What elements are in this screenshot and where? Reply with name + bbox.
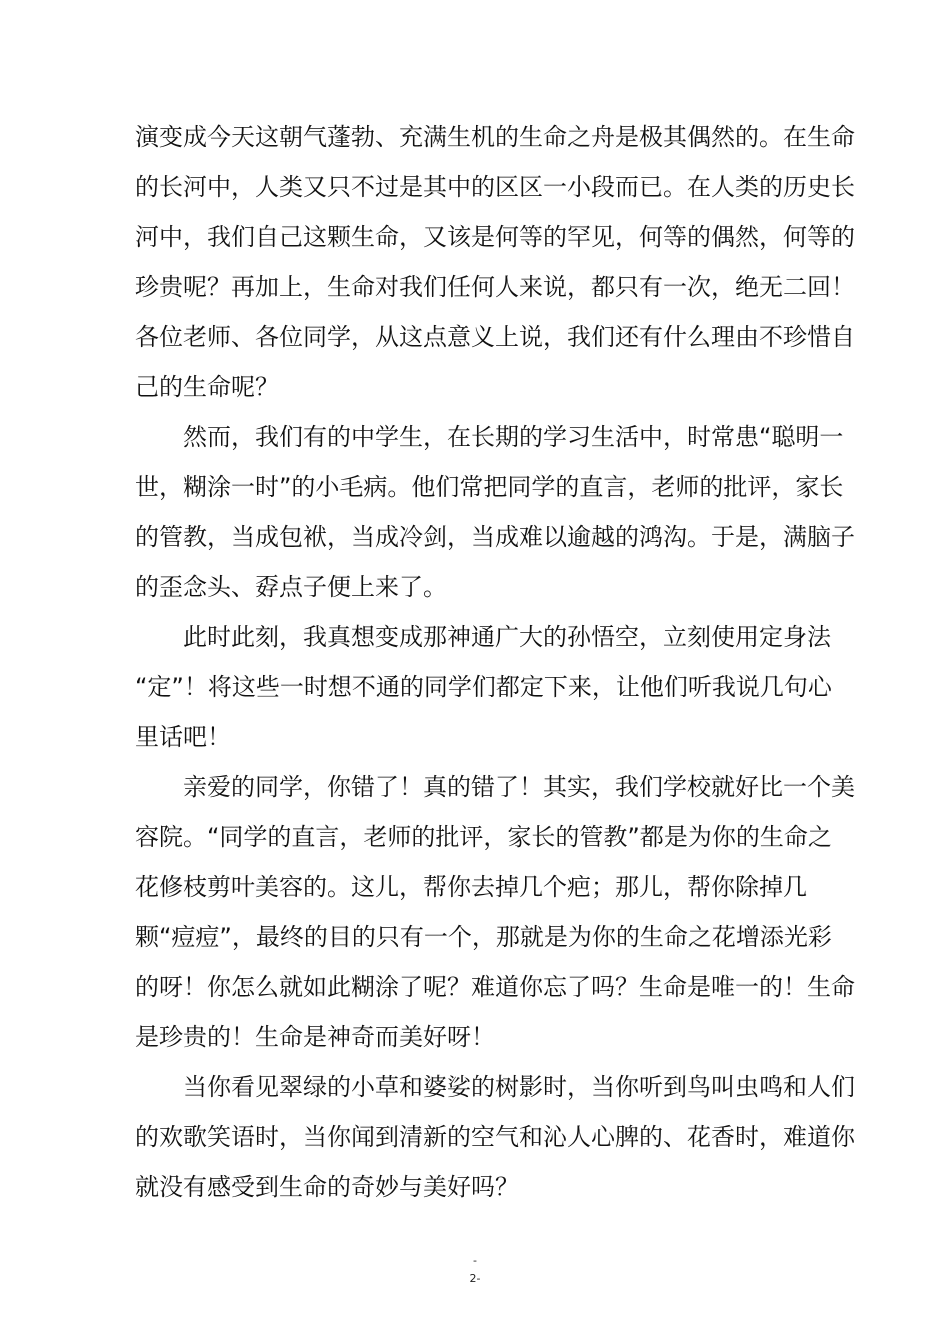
text-line: 然而，我们有的中学生，在长期的学习生活中，时常患“聪明一	[135, 423, 844, 451]
text-line: 容院。“同学的直言，老师的批评，家长的管教”都是为你的生命之	[135, 823, 832, 851]
text-line: 花修枝剪叶美容的。这儿，帮你去掉几个疤；那儿，帮你除掉几	[135, 873, 807, 901]
text-line: 亲爱的同学，你错了！真的错了！其实，我们学校就好比一个美	[135, 773, 855, 801]
text-line: 各位老师、各位同学，从这点意义上说，我们还有什么理由不珍惜自	[135, 323, 855, 351]
text-line: 的歪念头、孬点子便上来了。	[135, 573, 447, 601]
text-line: 里话吧！	[135, 723, 231, 751]
footer-dash: -	[473, 1254, 477, 1267]
text-line: 的欢歌笑语时，当你闻到清新的空气和沁人心脾的、花香时，难道你	[135, 1123, 855, 1151]
text-line: “定”！将这些一时想不通的同学们都定下来，让他们听我说几句心	[135, 673, 832, 701]
text-line: 是珍贵的！生命是神奇而美好呀！	[135, 1023, 495, 1051]
text-line: 就没有感受到生命的奇妙与美好吗？	[135, 1173, 519, 1201]
text-line: 当你看见翠绿的小草和婆娑的树影时，当你听到鸟叫虫鸣和人们	[135, 1073, 855, 1101]
page-number: 2-	[469, 1272, 481, 1285]
text-line: 的呀！你怎么就如此糊涂了呢？难道你忘了吗？生命是唯一的！生命	[135, 973, 855, 1001]
text-line: 的长河中，人类又只不过是其中的区区一小段而已。在人类的历史长	[135, 173, 855, 201]
text-line: 颗“痘痘”，最终的目的只有一个，那就是为你的生命之花增添光彩	[135, 923, 832, 951]
text-line: 的管教，当成包袱，当成冷剑，当成难以逾越的鸿沟。于是，满脑子	[135, 523, 855, 551]
text-line: 河中，我们自己这颗生命，又该是何等的罕见，何等的偶然，何等的	[135, 223, 855, 251]
text-line: 此时此刻，我真想变成那神通广大的孙悟空，立刻使用定身法	[135, 623, 831, 651]
text-line: 己的生命呢？	[135, 373, 279, 401]
text-line: 演变成今天这朝气蓬勃、充满生机的生命之舟是极其偶然的。在生命	[135, 123, 855, 151]
text-line: 世，糊涂一时”的小毛病。他们常把同学的直言，老师的批评，家长	[135, 473, 844, 501]
text-line: 珍贵呢？再加上，生命对我们任何人来说，都只有一次，绝无二回！	[135, 273, 855, 301]
